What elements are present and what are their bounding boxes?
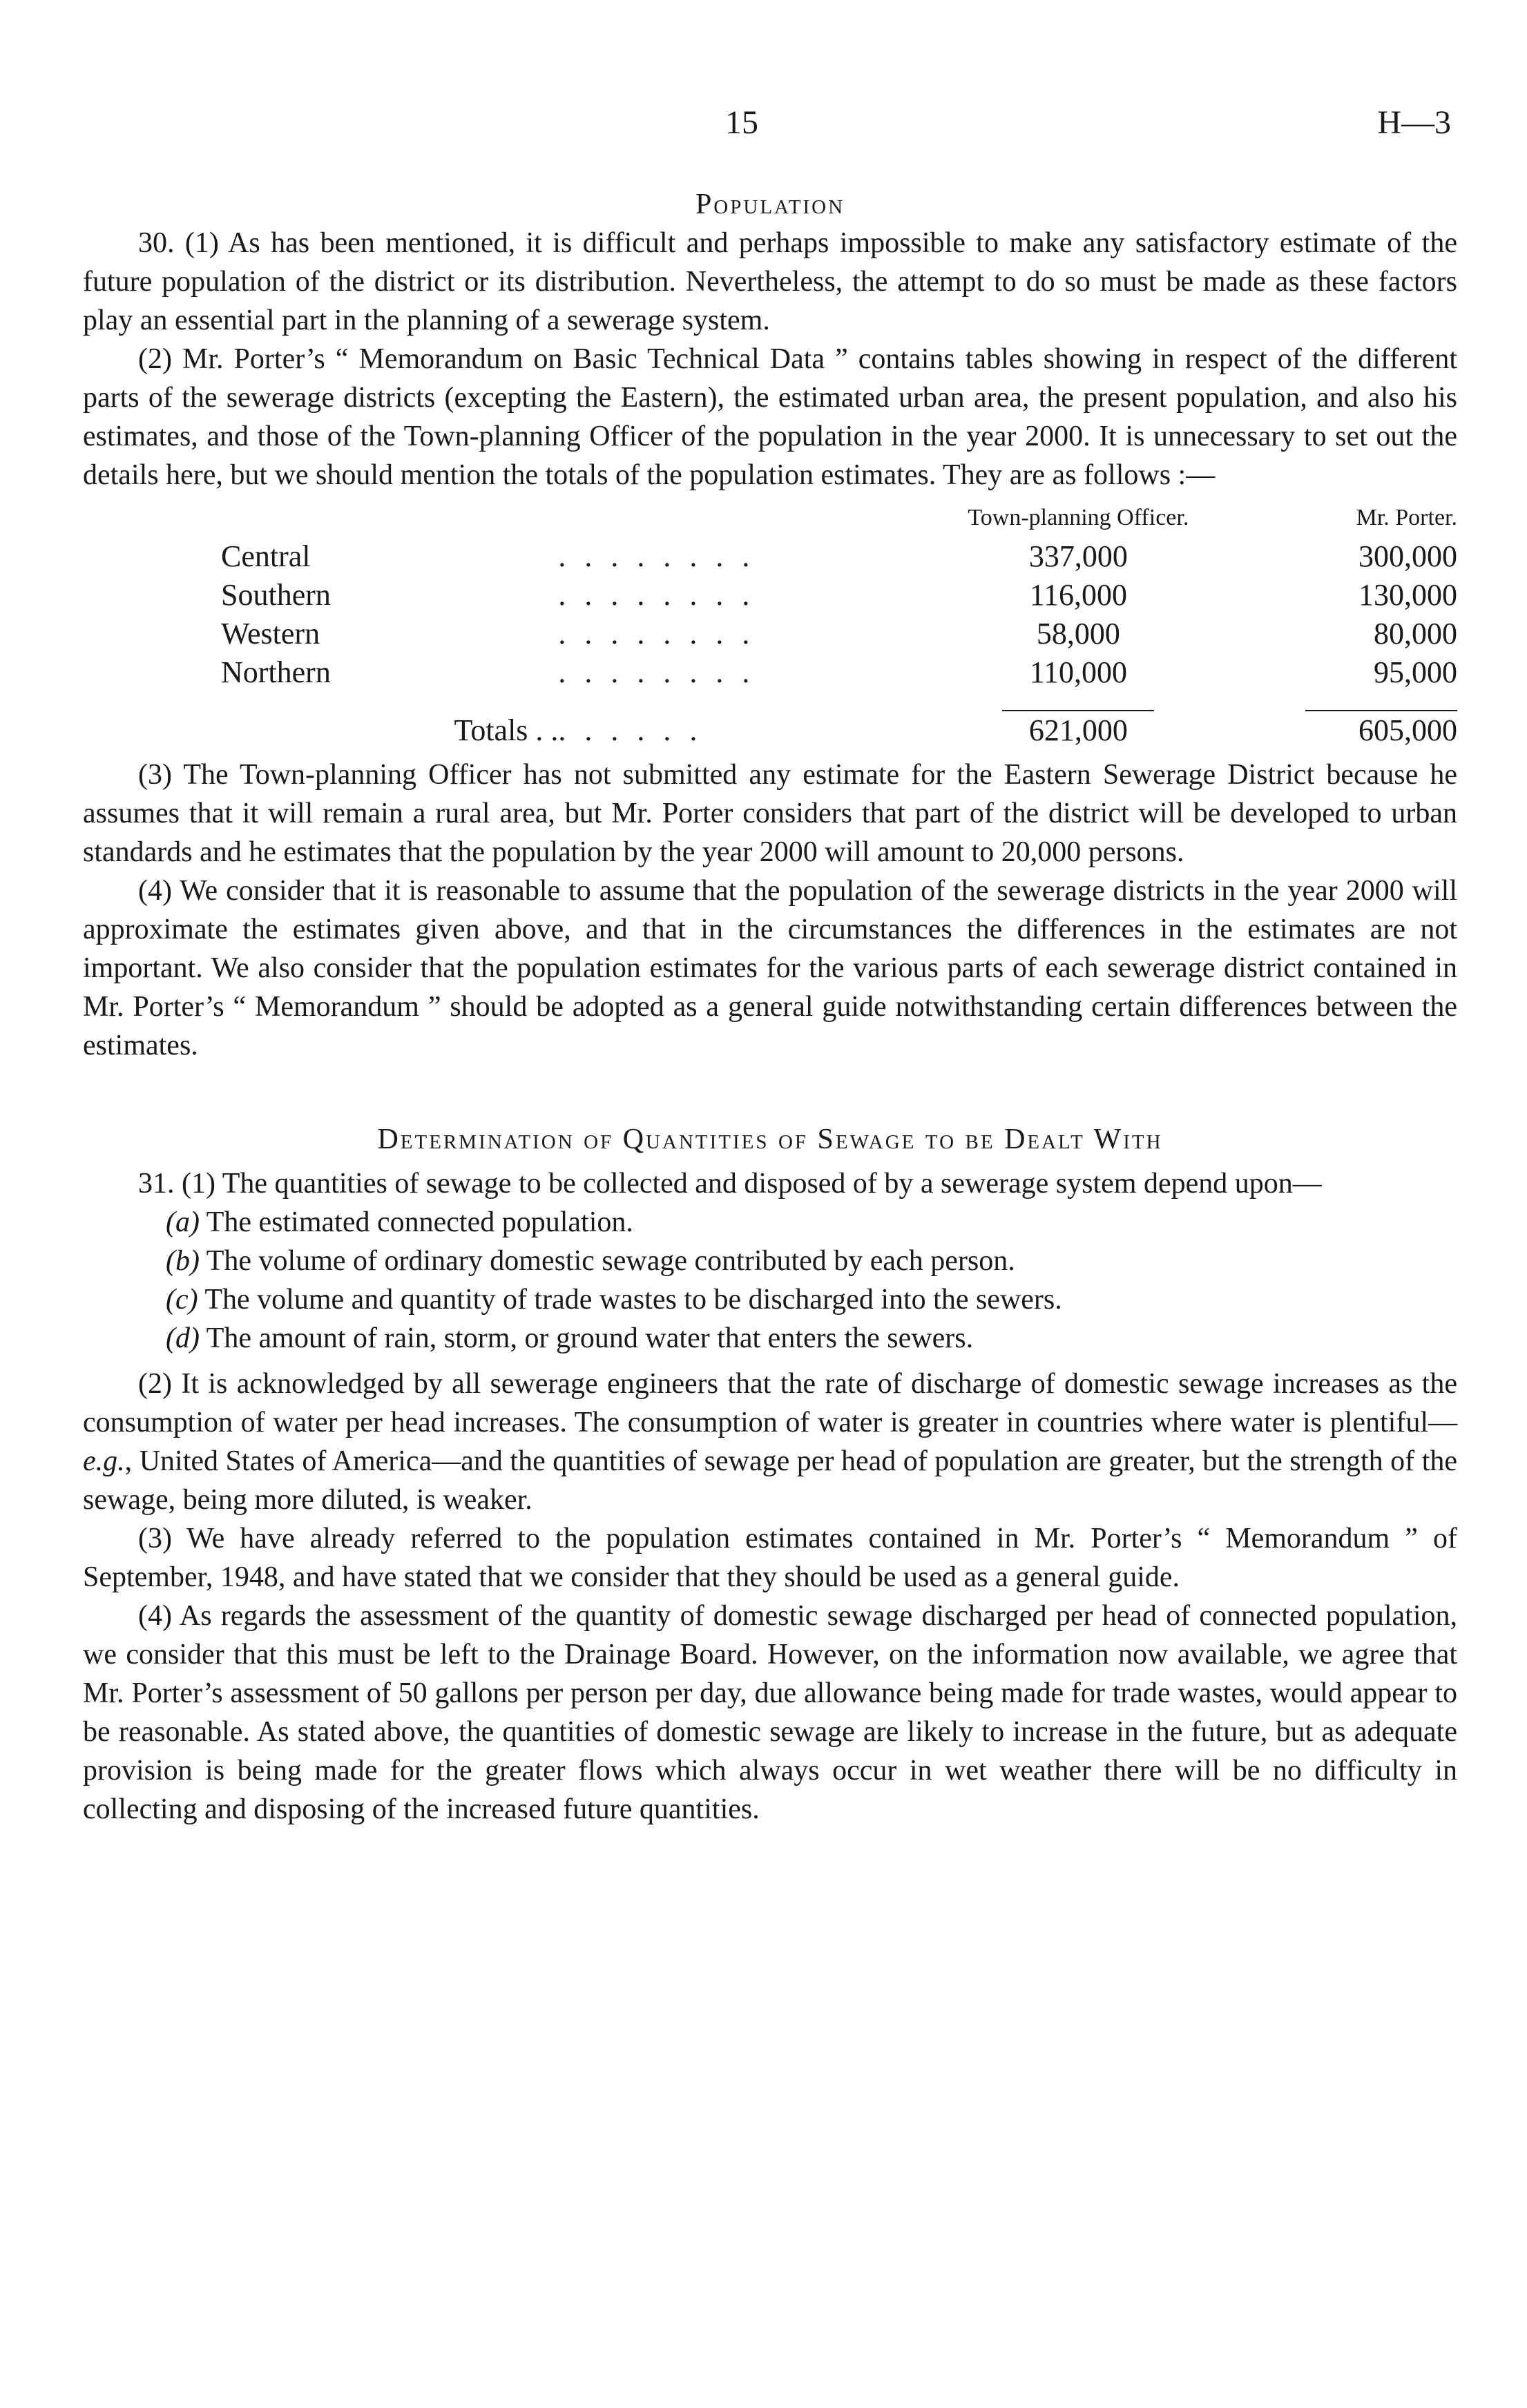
- dot-leader: . . . . . . . .: [558, 655, 756, 689]
- list-item-label: (a): [166, 1206, 200, 1238]
- town-planning-estimate: 58,000: [1036, 617, 1120, 651]
- paragraph-31-2-part-1: (2) It is acknowledged by all sewerage engineers that the rate of discharge of domestic sewage increases as the consumption of water per head increases. The consumption of water is greater in countries where water is plentiful—: [83, 1368, 1457, 1438]
- list-item: [166, 1319, 1457, 1358]
- porter-estimate: 130,000: [1358, 578, 1457, 612]
- column-header-mr-porter: Mr. Porter.: [1356, 505, 1457, 530]
- porter-estimate: 300,000: [1358, 539, 1457, 573]
- porter-estimate: 80,000: [1374, 617, 1457, 651]
- paragraph-31-2-eg: e.g.: [83, 1445, 125, 1477]
- town-planning-estimate: 337,000: [1028, 539, 1128, 573]
- town-planning-estimate: 110,000: [1029, 655, 1128, 689]
- column-header-town-planning: Town-planning Officer.: [968, 505, 1189, 530]
- page-body: [83, 185, 1457, 1829]
- dot-leader: . . . . . . . .: [558, 539, 756, 573]
- table-row: [83, 653, 1457, 692]
- paragraph-30-1: 30. (1) As has been mentioned, it is difficult and perhaps impossible to make any satisfactory estimate of the future population of the district or its distribution. Nevertheless, the attempt to do so must be made as these factors play an essential part in the planning of a sewerage system.: [83, 227, 1457, 336]
- totals-label: Totals . .: [454, 713, 559, 747]
- dot-leader: . . . . . .: [558, 713, 703, 747]
- paragraph-31-3: (3) We have already referred to the population estimates contained in Mr. Porter’s “ Memorandum ” of September, 1948, and have stated that we consider that they should be used as a general guide.: [83, 1523, 1457, 1593]
- table-totals-row: [83, 711, 1457, 750]
- district-name: Southern: [221, 578, 331, 612]
- list-item-text: The amount of rain, storm, or ground water that enters the sewers.: [206, 1322, 974, 1354]
- list-item-text: The volume and quantity of trade wastes to be discharged into the sewers.: [204, 1284, 1062, 1316]
- paragraph-31-4: (4) As regards the assessment of the quantity of domestic sewage discharged per head of connected population, we consider that this must be left to the Drainage Board. However, on the information now available, we agree that Mr. Porter’s assessment of 50 gallons per person per day, due allowance being made for trade wastes, would appear to be reasonable. As stated above, the quantities of domestic sewage are likely to increase in the future, but as adequate provision is being made for the greater flows which always occur in wet weather there will be no difficulty in collecting and disposing of the increased future quantities.: [83, 1600, 1457, 1825]
- paragraph-31-1: 31. (1) The quantities of sewage to be collected and disposed of by a sewerage system depend upon—: [138, 1168, 1322, 1200]
- town-planning-total: 621,000: [1028, 713, 1128, 747]
- table-row: [83, 537, 1457, 576]
- porter-total: 605,000: [1358, 713, 1457, 747]
- paragraph-30-3: (3) The Town-planning Officer has not submitted any estimate for the Eastern Sewerage District because he assumes that it will remain a rural area, but Mr. Porter considers that part of the district will be developed to urban standards and he estimates that the population by the year 2000 will amount to 20,000 persons.: [83, 759, 1457, 868]
- list-item: [166, 1280, 1457, 1319]
- table-header-row: [83, 499, 1457, 537]
- list-item-label: (c): [166, 1284, 198, 1316]
- list-item: [166, 1242, 1457, 1280]
- district-name: Western: [221, 617, 320, 651]
- document-reference: H—3: [1377, 104, 1451, 141]
- table-row: [83, 615, 1457, 653]
- section-heading-population: Population: [695, 189, 845, 220]
- paragraph-31-2: [83, 1365, 1457, 1519]
- section-heading-sewage-quantities: Determination of Quantities of Sewage to be Dealt With: [377, 1124, 1163, 1155]
- paragraph-30-4: (4) We consider that it is reasonable to assume that the population of the sewerage districts in the year 2000 will approximate the estimates given above, and that in the circumstances the differences in the estimates are not important. We also consider that the population estimates for the various parts of each sewerage district contained in Mr. Porter’s “ Memorandum ” should be adopted as a general guide notwithstanding certain differences between the estimates.: [83, 875, 1457, 1061]
- list-item-text: The volume of ordinary domestic sewage contributed by each person.: [206, 1245, 1015, 1277]
- list-item-text: The estimated connected population.: [206, 1206, 633, 1238]
- paragraph-31-2-part-2: , United States of America—and the quantities of sewage per head of population are greater, but the strength of the sewage, being more diluted, is weaker.: [83, 1445, 1457, 1516]
- table-rule-row: [83, 692, 1457, 711]
- dot-leader: . . . . . . . .: [558, 578, 756, 612]
- table-row: [83, 576, 1457, 615]
- list-item-label: (d): [166, 1322, 200, 1354]
- paragraph-30-2: (2) Mr. Porter’s “ Memorandum on Basic Technical Data ” contains tables showing in respect of the different parts of the sewerage districts (excepting the Eastern), the estimated urban area, the present population, and also his estimates, and those of the Town-planning Officer of the population in the year 2000. It is unnecessary to set out the details here, but we should mention the totals of the population estimates. They are as follows :—: [83, 343, 1457, 491]
- population-estimates-table: [83, 499, 1457, 750]
- list-item: [166, 1203, 1457, 1242]
- porter-estimate: 95,000: [1374, 655, 1457, 689]
- dot-leader: . . . . . . . .: [558, 617, 756, 651]
- running-head: [0, 104, 1527, 145]
- list-item-label: (b): [166, 1245, 200, 1277]
- district-name: Northern: [221, 655, 331, 689]
- district-name: Central: [221, 539, 311, 573]
- town-planning-estimate: 116,000: [1029, 578, 1128, 612]
- page-number: 15: [725, 104, 758, 141]
